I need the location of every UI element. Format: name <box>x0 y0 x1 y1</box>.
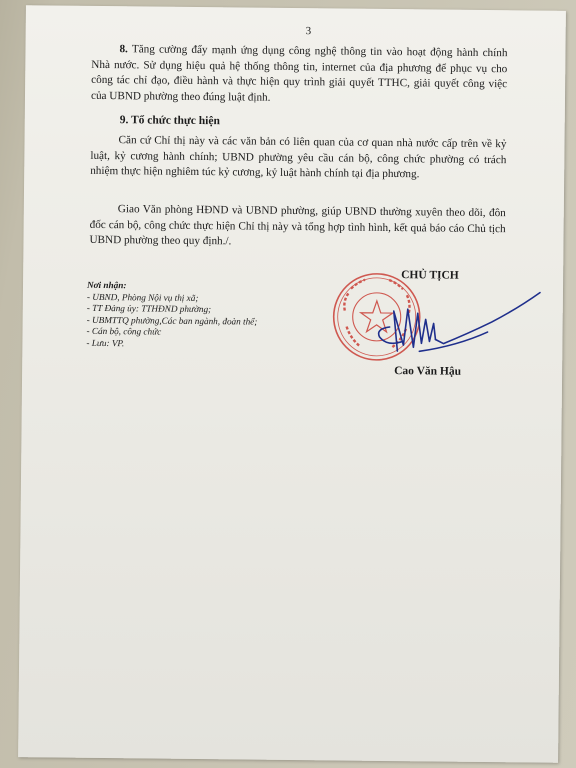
section-9-paragraph-1: Căn cứ Chỉ thị này và các văn bản có liên quan của cơ quan nhà nước cấp trên về kỷ luật, kỷ cương hành chính; UBND phường yêu cầu cán bộ, công chức phường có trách nhiệm thực hiện nghiêm túc kỷ cương, kỷ luật hành chính tại địa phương. <box>90 134 507 181</box>
section-9-heading: 9. Tổ chức thực hiện <box>119 114 220 128</box>
recipients-title: Nơi nhận: <box>86 279 127 291</box>
signature-icon <box>367 281 543 371</box>
page-number: 3 <box>305 25 312 38</box>
recipients-block <box>86 280 257 351</box>
recipient-item: - UBND, Phòng Nội vụ thị xã; <box>86 291 199 303</box>
section-8-number: 8. <box>119 43 128 56</box>
document-page <box>18 5 566 763</box>
recipient-item: - UBMTTQ phường,Các ban ngành, đoàn thể; <box>86 314 258 327</box>
recipient-item: - Lưu: VP. <box>86 337 125 349</box>
recipient-item: - Cán bộ, công chức <box>86 326 162 338</box>
section-9-paragraph-2: Giao Văn phòng HĐND và UBND phường, giúp UBND thường xuyên theo dõi, đôn đốc cán bộ, công chức thực hiện Chỉ thị này và tổng hợp tình hình, kết quả báo cáo Chủ tịch UBND phường theo quy định./. <box>89 203 506 248</box>
recipient-item: - TT Đảng ủy: TTHĐND phường; <box>86 303 212 315</box>
section-8-text: Tăng cường đẩy mạnh ứng dụng công nghệ thông tin vào hoạt động hành chính Nhà nước. Sử dụng hiệu quả hệ thống thông tin, internet của địa phương để phục vụ cho công tác chỉ đạo, điều hành và thực hiện quy trình giải quyết TTHC, giải quyết công việc của UBND phường theo đúng luật định. <box>90 43 508 104</box>
signer-title: CHỦ TỊCH <box>401 269 459 282</box>
signer-name: Cao Văn Hậu <box>394 365 462 378</box>
section-8-paragraph <box>91 42 508 108</box>
